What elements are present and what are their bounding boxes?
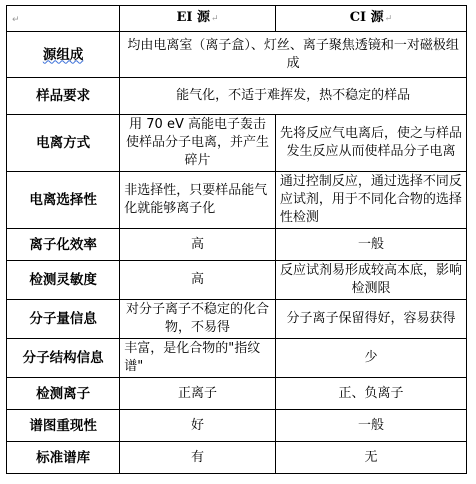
ei-value: 丰富，是化合物的"指纹谱" [120,339,276,378]
header-corner-cell [7,6,120,32]
header-ci-source: CI 源↵ [275,6,466,32]
table-row [7,32,467,78]
table-row [7,442,467,474]
paragraph-mark-icon: ↵ [384,14,393,24]
row-label: 标准谱库 [7,442,120,474]
row-merged-value: 能气化，不适于难挥发，热不稳定的样品 [120,78,467,115]
ei-value: 有 [120,442,276,474]
table-row [7,229,467,261]
ci-value: 通过控制反应，通过选择不同反应试剂，用于不同化合物的选择性检测 [275,172,466,229]
ei-value: 对分子离子不稳定的化合物，不易得 [120,300,276,339]
ei-value: 正离子 [120,378,276,410]
ei-value: 高 [120,261,276,300]
row-label: 源组成 [7,32,120,78]
ei-value: 高 [120,229,276,261]
ci-value: 先将反应气电离后，使之与样品发生反应从而使样品分子电离 [275,115,466,172]
row-label: 分子结构信息 [7,339,120,378]
row-label: 分子量信息 [7,300,120,339]
row-label: 谱图重现性 [7,410,120,442]
ci-value: 一般 [275,229,466,261]
paragraph-mark-icon: ↵ [211,14,219,24]
row-label: 检测离子 [7,378,120,410]
table-row [7,410,467,442]
row-label: 样品要求 [7,78,120,115]
ci-value: 正、负离子 [275,378,466,410]
row-label: 检测灵敏度 [7,261,120,300]
header-ei-source: EI 源↵ [120,6,276,32]
ci-value: 一般 [275,410,466,442]
table-row [7,172,467,229]
ci-value: 分子离子保留得好，容易获得 [275,300,466,339]
row-merged-value: 均由电离室（离子盒）、灯丝、离子聚焦透镜和一对磁极组成 [120,32,467,78]
table-row [7,78,467,115]
header-row [7,6,467,32]
ei-value: 非选择性，只要样品能气化就能够离子化 [120,172,276,229]
ci-value: 少 [275,339,466,378]
table-row [7,261,467,300]
row-label: 电离选择性 [7,172,120,229]
paragraph-mark-icon: ↵ [12,14,20,25]
ci-value: 无 [275,442,466,474]
table-row [7,378,467,410]
row-label: 电离方式 [7,115,120,172]
ci-value: 反应试剂易形成较高本底，影响检测限 [275,261,466,300]
row-label: 离子化效率 [7,229,120,261]
comparison-table [6,5,467,474]
table-row [7,115,467,172]
ei-value: 用 70 eV 高能电子轰击使样品分子电离，并产生碎片 [120,115,276,172]
table-row [7,300,467,339]
table-row [7,339,467,378]
ei-value: 好 [120,410,276,442]
